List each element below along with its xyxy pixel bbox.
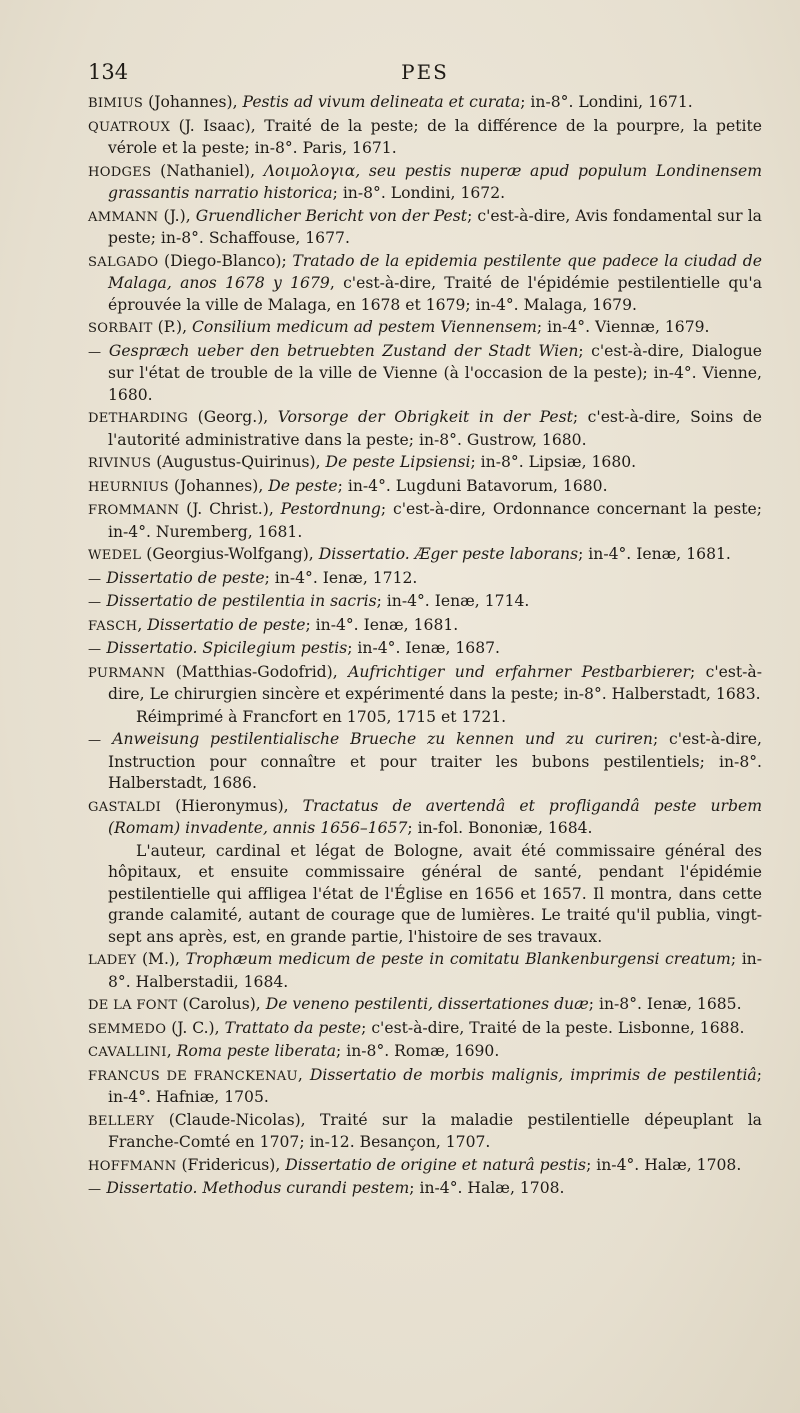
entry-details: ; in-8°. Romæ, 1690. — [336, 1042, 500, 1060]
entry-author-detail: (J. Isaac), — [170, 116, 265, 135]
entry-author-detail: (J. Christ.), — [179, 500, 281, 518]
entry-title: Dissertatio de pestilentia in sacris — [106, 592, 377, 610]
bibliography-entry — [88, 729, 762, 795]
entry-title: Tratado de la epidemia pestilente que padece la ciudad de Malaga, anos 1678 y 1679 — [108, 251, 762, 292]
entry-author: FROMMANN — [88, 503, 180, 518]
bibliography-entry — [88, 1018, 762, 1041]
entry-details: ; c'est-à-dire, Instruction pour connaître et pour traiter les bubons pestilentiels; in-8°. Halberstadt, 1686. — [108, 730, 762, 792]
entry-title: Dissertatio de peste — [106, 568, 265, 587]
entry-author: FASCH — [88, 618, 138, 634]
entry-author-detail: (Johannes), — [143, 93, 243, 111]
entry-author: — — [88, 595, 102, 610]
entry-author: — — [88, 344, 102, 360]
entry-title: Dissertatio de morbis malignis, imprimis de pestilentiâ — [309, 1065, 757, 1084]
entry-details: ; c'est-à-dire, Ordonnance concernant la peste; in-4°. Nuremberg, 1681. — [108, 500, 762, 541]
bibliography-entry — [88, 615, 762, 638]
entry-author-detail: (Hieronymus), — [161, 796, 303, 815]
bibliography-list — [88, 92, 762, 1201]
entry-author-detail: (Claude-Nicolas), — [154, 1110, 320, 1129]
editorial-note — [88, 841, 762, 949]
bibliography-entry — [88, 116, 762, 160]
entry-details: , c'est-à-dire, Traité de l'épidémie pestilentielle qu'a éprouvée la ville de Malaga, en 1678 et 1679; in-4°. Malaga, 1679. — [108, 274, 762, 314]
running-head: PES — [401, 60, 449, 84]
entry-author: SALGADO — [88, 254, 159, 270]
entry-author-detail: (Augustus-Quirinus), — [151, 453, 326, 471]
entry-title: Dissertatio. Spicilegium pestis — [106, 639, 348, 657]
bibliography-entry — [88, 317, 762, 340]
bibliography-entry — [88, 1065, 762, 1109]
bibliography-entry — [88, 341, 762, 407]
bibliography-entry — [88, 662, 762, 706]
entry-title: Dissertatio. Methodus curandi pestem — [106, 1179, 410, 1197]
entry-details: ; in-8°. Lipsiæ, 1680. — [470, 453, 637, 471]
entry-details: Traité sur la maladie pestilentielle dépeuplant la Franche-Comté en 1707; in-12. Besançon, 1707. — [108, 1110, 762, 1151]
entry-author-detail: (P.), — [152, 318, 192, 336]
entry-author: HODGES — [88, 164, 152, 180]
entry-title: Roma peste liberata — [176, 1042, 337, 1060]
entry-author: GASTALDI — [88, 799, 162, 815]
entry-author-detail: (Georgius-Wolfgang), — [141, 545, 319, 563]
entry-details: ; in-fol. Bononiæ, 1684. — [407, 819, 593, 837]
entry-author-detail: (Johannes), — [168, 476, 269, 495]
entry-title: De peste Lipsiensi — [325, 453, 471, 471]
note-text: L'auteur, cardinal et légat de Bologne, avait été commissaire général des hôpitaux, et ensuite commissaire général de santé, pendant l'épidémie pestilentielle qui affligea l'état de l'Église en 1656 et 1657. Il montra, dans cette grande calamité, autant de courage que de lumières. Le traité qu'il publia, vingt-sept ans après, est, en grande partie, l'histoire de ses travaux. — [108, 841, 762, 946]
entry-title: Gespræch ueber den betruebten Zustand der Stadt Wien — [108, 341, 579, 360]
bibliography-entry — [88, 544, 762, 567]
entry-details: ; in-8°. Ienæ, 1685. — [588, 995, 742, 1013]
entry-author: RIVINUS — [88, 456, 152, 471]
entry-author: — — [88, 733, 102, 748]
entry-author: — — [88, 642, 102, 657]
editorial-note — [88, 707, 762, 729]
entry-details: ; in-8°. Halberstadii, 1684. — [108, 950, 762, 991]
entry-author: BIMIUS — [88, 96, 144, 111]
entry-author: SEMMEDO — [88, 1021, 167, 1037]
bibliography-entry — [88, 206, 762, 250]
entry-author: LADEY — [88, 953, 137, 968]
entry-author-detail: (Matthias-Godofrid), — [165, 662, 349, 681]
entry-author-detail: (Nathaniel), — [151, 161, 264, 180]
entry-author-detail: (J. C.), — [166, 1018, 225, 1037]
bibliography-entry — [88, 994, 762, 1017]
entry-title: Tractatus de avertendâ et profligandâ peste urbem (Romam) invadente, annis 1656–1657 — [108, 796, 762, 837]
entry-author-detail: , — [166, 1042, 177, 1060]
note-text: Réimprimé à Francfort en 1705, 1715 et 1721. — [136, 707, 507, 726]
entry-details: ; c'est-à-dire, Le chirurgien sincère et expérimenté dans la peste; in-8°. Halberstadt, 1683. — [108, 662, 763, 703]
bibliography-entry — [88, 568, 762, 591]
entry-title: Dissertatio de peste — [147, 615, 306, 634]
entry-title: Trattato da peste — [224, 1018, 362, 1037]
entry-title: Anweisung pestilentialische Brueche zu kennen und zu curiren — [112, 730, 653, 748]
entry-author: QUATROUX — [88, 119, 171, 135]
entry-author: BELLERY — [88, 1113, 155, 1129]
entry-details: ; in-4°. Halæ, 1708. — [409, 1179, 565, 1197]
entry-title: Gruendlicher Bericht von der Pest — [195, 206, 468, 225]
entry-author: HEURNIUS — [88, 479, 169, 495]
bibliography-entry — [88, 407, 762, 451]
entry-author: — — [88, 571, 102, 587]
bibliography-entry — [88, 591, 762, 614]
entry-details: ; in-4°. Viennæ, 1679. — [536, 318, 710, 336]
entry-details: ; c'est-à-dire, Avis fondamental sur la peste; in-8°. Schaffouse, 1677. — [108, 206, 762, 247]
entry-author: WEDEL — [88, 548, 142, 563]
entry-details: Traité de la peste; de la différence de la pourpre, la petite vérole et la peste; in-8°. Paris, 1671. — [108, 116, 762, 157]
entry-details: ; in-4°. Ienæ, 1681. — [305, 615, 459, 634]
entry-title: Consilium medicum ad pestem Viennensem — [191, 318, 537, 336]
entry-author-detail — [101, 342, 108, 360]
entry-details: ; in-8°. Londini, 1671. — [520, 93, 693, 111]
entry-title: De peste — [268, 476, 338, 495]
bibliography-entry — [88, 452, 762, 475]
entry-author-detail: (J.), — [158, 206, 196, 225]
page-number: 134 — [88, 60, 129, 84]
entry-details: ; in-4°. Ienæ, 1714. — [376, 592, 530, 610]
bibliography-entry — [88, 1155, 762, 1178]
bibliography-entry — [88, 1178, 762, 1201]
entry-details: ; in-4°. Ienæ, 1687. — [347, 639, 501, 657]
entry-author: FRANCUS DE FRANCKENAU — [88, 1068, 298, 1084]
page-header — [88, 60, 762, 90]
entry-title: Vorsorge der Obrigkeit in der Pest — [277, 408, 573, 426]
entry-author-detail: (Fridericus), — [176, 1155, 286, 1174]
entry-author-detail: (Georg.), — [188, 408, 278, 426]
entry-author: DETHARDING — [88, 411, 189, 426]
bibliography-entry — [88, 476, 762, 499]
bibliography-entry — [88, 92, 762, 115]
entry-details: ; in-4°. Hafniæ, 1705. — [108, 1065, 762, 1106]
entry-author-detail: (Diego-Blanco); — [158, 251, 293, 270]
entry-details: ; in-4°. Ienæ, 1681. — [578, 545, 731, 563]
entry-details: ; in-8°. Londini, 1672. — [332, 184, 506, 202]
entry-author: SORBAIT — [88, 321, 153, 336]
entry-author: CAVALLINI — [88, 1045, 167, 1060]
bibliography-entry — [88, 638, 762, 661]
bibliography-entry — [88, 499, 762, 543]
bibliography-entry — [88, 796, 762, 840]
entry-author: PURMANN — [88, 665, 166, 681]
bibliography-entry — [88, 949, 762, 993]
entry-title: Aufrichtiger und erfahrner Pestbarbierer — [348, 662, 690, 681]
bibliography-entry — [88, 161, 762, 205]
entry-title: Pestordnung — [280, 500, 381, 518]
entry-title: Trophæum medicum de peste in comitatu Blankenburgensi creatum — [185, 950, 731, 968]
entry-author: DE LA FONT — [88, 998, 178, 1013]
entry-author-detail: (Carolus), — [177, 995, 266, 1013]
entry-details: ; in-4°. Lugduni Batavorum, 1680. — [337, 476, 608, 495]
entry-author-detail: , — [297, 1065, 310, 1084]
entry-author-detail: , — [137, 615, 148, 634]
entry-title: Λοιμολογια, seu pestis nuperæ apud populum Londinensem grassantis narratio historica — [108, 161, 762, 202]
entry-author: — — [88, 1182, 102, 1197]
entry-details: ; c'est-à-dire, Dialogue sur l'état de trouble de la ville de Vienne (à l'occasion de la peste); in-4°. Vienne, 1680. — [108, 341, 762, 404]
entry-details: ; in-4°. Ienæ, 1712. — [264, 568, 418, 587]
bibliography-entry — [88, 251, 762, 317]
entry-title: Pestis ad vivum delineata et curata — [242, 93, 521, 111]
entry-title: Dissertatio de origine et naturâ pestis — [285, 1155, 587, 1174]
entry-author-detail: (M.), — [136, 950, 186, 968]
entry-title: De veneno pestilenti, dissertationes duæ — [265, 995, 589, 1013]
entry-details: ; in-4°. Halæ, 1708. — [586, 1155, 742, 1174]
entry-title: Dissertatio. Æger peste laborans — [318, 545, 579, 563]
entry-author: HOFFMANN — [88, 1158, 177, 1174]
entry-details: ; c'est-à-dire, Soins de l'autorité administrative dans la peste; in-8°. Gustrow, 1680. — [108, 408, 762, 449]
bibliography-entry — [88, 1041, 762, 1064]
entry-details: ; c'est-à-dire, Traité de la peste. Lisbonne, 1688. — [361, 1018, 745, 1037]
entry-author: AMMANN — [88, 209, 159, 225]
entry-author-detail — [101, 730, 112, 748]
bibliography-entry — [88, 1110, 762, 1154]
